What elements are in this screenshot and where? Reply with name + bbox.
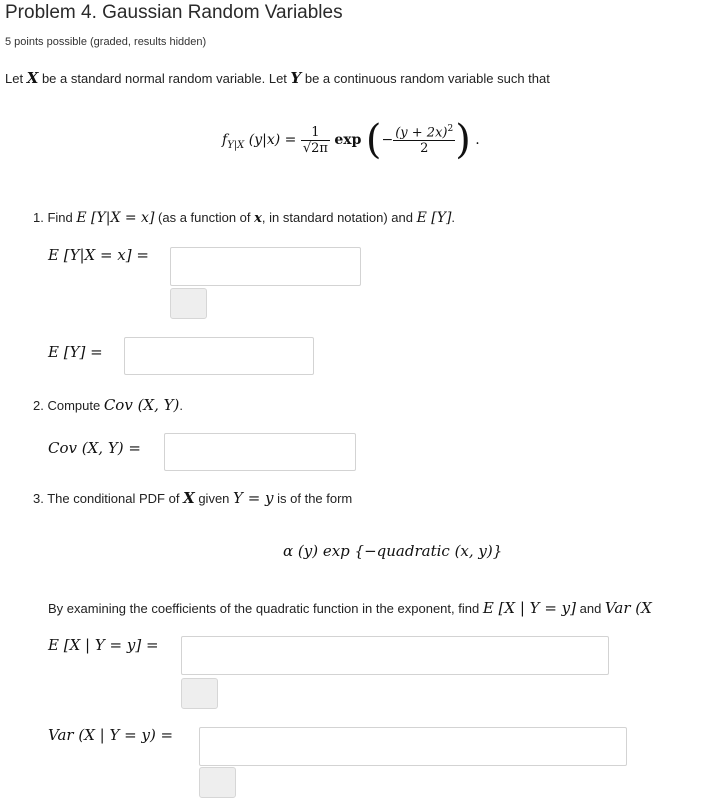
q1-expectation-input[interactable] (124, 337, 314, 375)
question-2-prompt: 2. Compute Cov (X, Y). (33, 396, 184, 414)
q3-conditional-mean-input[interactable] (181, 636, 609, 675)
question-1-prompt: 1. Find E [Y|X = x] (as a function of x, in standard notation) and E [Y]. (33, 210, 456, 226)
q3-conditional-variance-label: Var (X | Y = y) = (48, 726, 174, 744)
q3-variance-preview-button[interactable] (199, 767, 236, 798)
exponent-fraction: $\frac{(y + 2x)^2}{2}$ (395, 123, 454, 157)
problem-title: Problem 4. Gaussian Random Variables (5, 2, 343, 23)
q1-conditional-expectation-input[interactable] (170, 247, 361, 286)
q1-equation-preview-button[interactable] (170, 288, 207, 319)
q3-conditional-mean-label: E [X | Y = y] = (48, 636, 159, 654)
q1-expectation-label: E [Y] = (48, 343, 103, 361)
q3-conditional-variance-input[interactable] (199, 727, 627, 766)
q2-covariance-label: Cov (X, Y) = (48, 439, 141, 457)
q2-covariance-input[interactable] (164, 433, 356, 471)
q3-equation-preview-button[interactable] (181, 678, 218, 709)
density-formula: $f_{Y|X}$ (y|x) = $\frac{1}{√2\pi}$ exp (− $\frac{(y + 2x)^2}{2}$ ) . (222, 117, 480, 163)
question-3-instructions: By examining the coefficients of the quadratic function in the exponent, find E [X | Y = y] and Var (X (48, 599, 652, 617)
coefficient-fraction: $\frac{1}{√2\pi}$ (302, 124, 328, 156)
q1-conditional-expectation-label: E [Y|X = x] = (48, 246, 149, 264)
intro-text: Let X be a standard normal random variable. Let Y be a continuous random variable such that (5, 69, 550, 87)
points-info: 5 points possible (graded, results hidden) (5, 36, 207, 48)
question-3-prompt: 3. The conditional PDF of X given Y = y is of the form (33, 489, 353, 507)
conditional-pdf-formula: α (y) exp {−quadratic (x, y)} (283, 542, 503, 560)
